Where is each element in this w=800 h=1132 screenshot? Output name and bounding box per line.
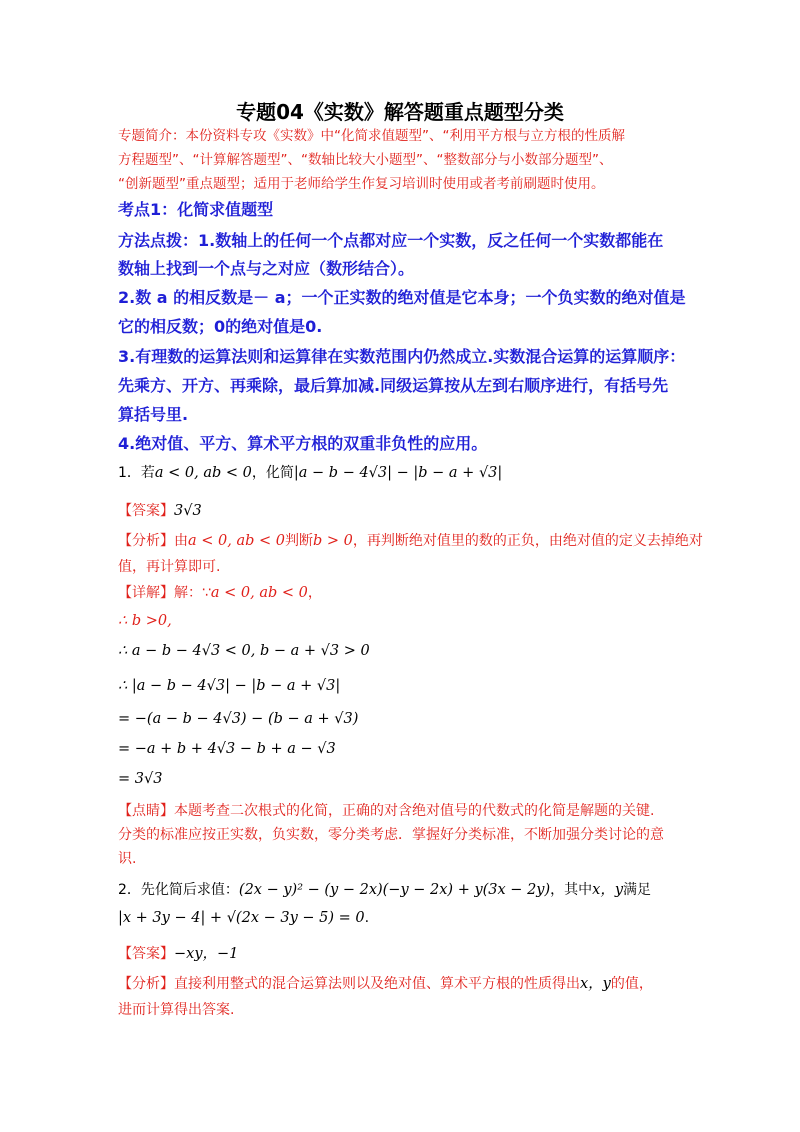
question-2-suffix: 满足 bbox=[623, 882, 652, 898]
question-2-condition-line bbox=[118, 910, 369, 926]
question-1-comment-line-1 bbox=[118, 800, 654, 820]
question-1-answer bbox=[118, 500, 202, 520]
method-line-6: 先乘方、开方、再乘除，最后算加减.同级运算按从左到右顺序进行，有括号先 bbox=[118, 376, 669, 395]
intro-line-3: “创新题型”重点题型；适用于老师给学生作复习培训时使用或者考前刷题时使用。 bbox=[118, 176, 605, 192]
method-line-4: 它的相反数；0的绝对值是0. bbox=[118, 317, 323, 336]
analysis-text: 判断 bbox=[284, 533, 313, 549]
section-heading: 考点1：化简求值题型 bbox=[118, 200, 274, 219]
analysis-vars: x，y bbox=[580, 976, 611, 992]
analysis-math: b > 0 bbox=[312, 533, 353, 549]
detail-text: ， bbox=[307, 585, 322, 601]
analysis-math: a < 0, ab < 0 bbox=[188, 533, 285, 549]
intro-line-1: 专题简介：本份资料专攻《实数》中“化简求值题型”、“利用平方根与立方根的性质解 bbox=[118, 128, 625, 144]
question-2-expression: (2x − y)² − (y − 2x)(−y − 2x) + y(3x − 2y) bbox=[238, 882, 551, 898]
question-2-condition: |x + 3y − 4| + √(2x − 3y − 5) = 0 bbox=[118, 910, 365, 926]
question-2-answer bbox=[118, 942, 238, 963]
question-1-analysis-line-2: 值，再计算即可. bbox=[118, 559, 221, 575]
detail-label: 【详解】 bbox=[118, 585, 174, 601]
question-2-vars: x，y bbox=[592, 882, 624, 898]
question-1-condition: a < 0, ab < 0 bbox=[154, 465, 252, 481]
question-2-analysis-line-2: 进而计算得出答案. bbox=[118, 1002, 235, 1018]
question-2-mid: ，其中 bbox=[550, 882, 593, 898]
method-line-1: 方法点拨：1.数轴上的任何一个点都对应一个实数，反之任何一个实数都能在 bbox=[118, 231, 664, 250]
question-1-expression: |a − b − 4√3| − |b − a + √3| bbox=[293, 465, 503, 481]
detail-step-4: = −(a − b − 4√3) − (b − a + √3) bbox=[118, 711, 359, 727]
question-1-analysis-line-1 bbox=[118, 530, 703, 550]
question-2-prefix: 2．先化简后求值： bbox=[118, 882, 239, 898]
answer-label: 【答案】 bbox=[118, 946, 174, 962]
detail-step-3: ∴ |a − b − 4√3| − |b − a + √3| bbox=[118, 678, 341, 694]
question-2-condition-end: . bbox=[364, 910, 370, 926]
question-1-comment-line-3: 识. bbox=[118, 851, 137, 867]
question-1-detail bbox=[118, 582, 322, 602]
answer-value: −xy，−1 bbox=[174, 946, 239, 962]
question-1 bbox=[118, 462, 502, 482]
analysis-text: 由 bbox=[174, 533, 188, 549]
analysis-label: 【分析】 bbox=[118, 976, 174, 992]
method-line-3: 2.数 a 的相反数是－ a；一个正实数的绝对值是它本身；一个负实数的绝对值是 bbox=[118, 288, 686, 307]
analysis-text: 的值， bbox=[610, 976, 653, 992]
analysis-label: 【分析】 bbox=[118, 533, 174, 549]
answer-label: 【答案】 bbox=[118, 503, 174, 519]
analysis-text: 直接利用整式的混合运算法则以及绝对值、算术平方根的性质得出 bbox=[174, 976, 580, 992]
analysis-text: ，再判断绝对值里的数的正负，由绝对值的定义去掉绝对 bbox=[352, 533, 703, 549]
detail-step-5: = −a + b + 4√3 − b + a − √3 bbox=[118, 741, 336, 757]
comment-text: 本题考查二次根式的化简，正确的对含绝对值号的代数式的化简是解题的关键. bbox=[174, 803, 655, 819]
method-line-2: 数轴上找到一个点与之对应（数形结合）。 bbox=[118, 259, 415, 278]
method-line-5: 3.有理数的运算法则和运算律在实数范围内仍然成立.实数混合运算的运算顺序： bbox=[118, 347, 686, 366]
page-title: 专题04《实数》解答题重点题型分类 bbox=[236, 100, 564, 124]
detail-step-2: ∴ a − b − 4√3 < 0, b − a + √3 > 0 bbox=[118, 643, 370, 659]
comment-label: 【点睛】 bbox=[118, 803, 174, 819]
question-1-comment-line-2: 分类的标准应按正实数，负实数，零分类考虑．掌握好分类标准，不断加强分类讨论的意 bbox=[118, 827, 664, 843]
detail-step-1: ∴ b >0, bbox=[118, 613, 172, 629]
question-2-analysis-line-1 bbox=[118, 972, 653, 993]
detail-math: a < 0, ab < 0 bbox=[210, 585, 308, 601]
answer-value: 3√3 bbox=[174, 503, 202, 519]
method-line-8: 4.绝对值、平方、算术平方根的双重非负性的应用。 bbox=[118, 434, 488, 453]
question-2 bbox=[118, 878, 651, 899]
question-1-prefix: 1．若 bbox=[118, 465, 155, 481]
question-1-mid: ，化简 bbox=[251, 465, 294, 481]
intro-line-2: 方程题型”、“计算解答题型”、“数轴比较大小题型”、“整数部分与小数部分题型”、 bbox=[118, 152, 613, 168]
detail-step-6: = 3√3 bbox=[118, 771, 163, 787]
detail-text: 解：∵ bbox=[174, 585, 211, 601]
method-line-7: 算括号里. bbox=[118, 405, 189, 424]
